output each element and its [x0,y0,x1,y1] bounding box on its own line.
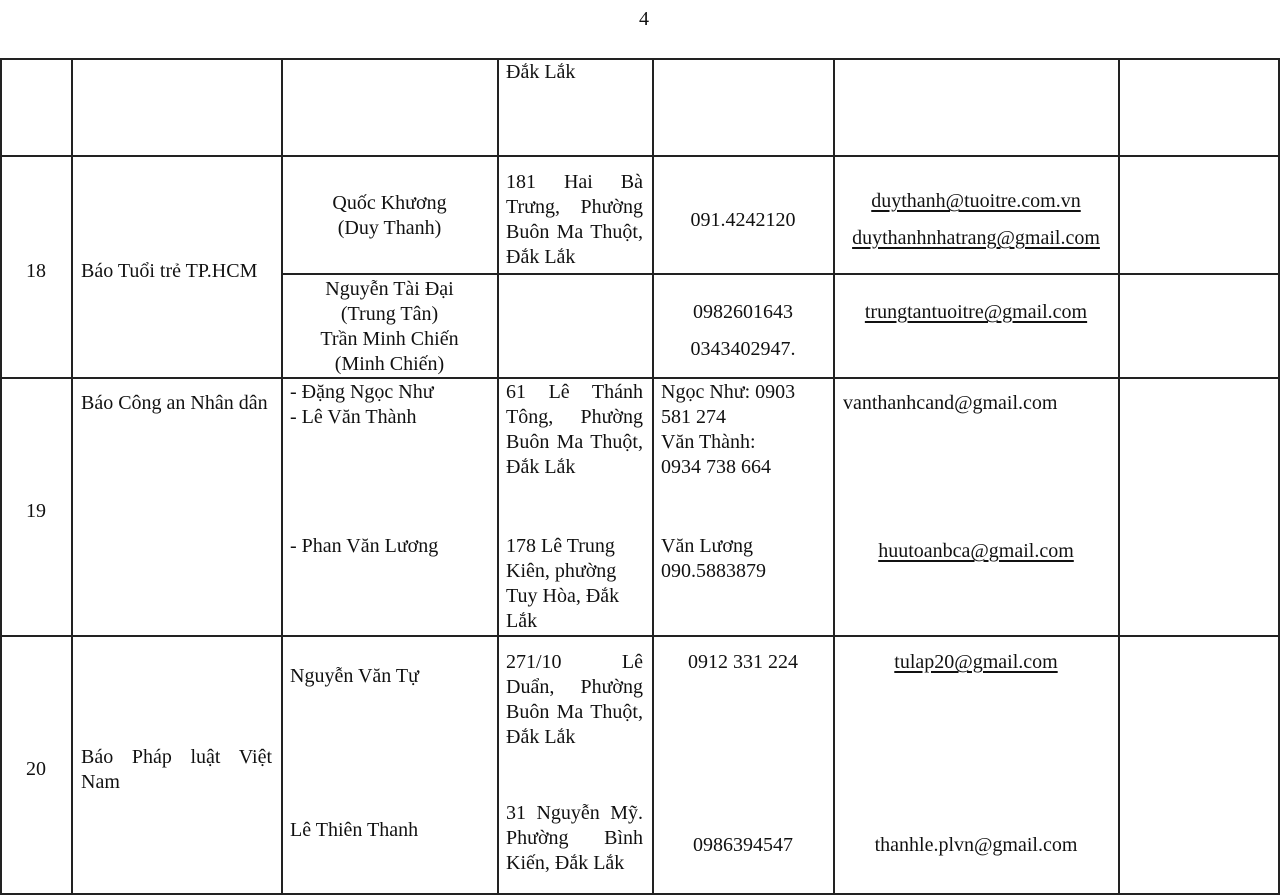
address-line: Buôn Ma Thuột, [506,221,643,243]
table-top-border [0,58,1280,60]
email-text: thanhle.plvn@gmail.com [874,834,1078,856]
col-border [497,58,499,895]
cont-address: Đắk Lắk [506,61,576,83]
reporter-alias: (Duy Thanh) [337,217,442,239]
row-divider [0,155,1280,157]
address-line: Phường Bình [506,827,643,849]
phone-line: Văn Thành: [661,431,756,453]
address-line: 61 Lê Thánh [506,381,643,403]
phone: 0912 331 224 [688,651,798,673]
reporter-name: - Phan Văn Lương [290,535,439,557]
reporter-name: - Đặng Ngọc Như [290,381,434,403]
org-cong-an: Báo Công an Nhân dân [81,392,268,414]
email-link[interactable]: duythanhnhatrang@gmail.com [852,227,1100,249]
col-border [652,58,654,895]
page-number: 4 [639,8,649,30]
table-bottom-border [0,893,1280,895]
phone-line: 090.5883879 [661,560,766,582]
phone: 0986394547 [693,834,793,856]
reporter-name: Trần Minh Chiến [320,328,459,350]
col-border [833,58,835,895]
phone-line: Ngọc Như: 0903 [661,381,796,403]
address-line: 271/10 Lê [506,651,643,673]
address-line: 31 Nguyễn Mỹ. [506,802,643,824]
sub-row-divider [281,273,1280,275]
address-line: Kiên, phường [506,560,617,582]
phone: 0343402947. [690,338,796,360]
phone-line: Văn Lương [661,535,753,557]
row-divider [0,635,1280,637]
address-line: Lắk [506,610,538,632]
phone: 091.4242120 [690,209,796,231]
email-text: vanthanhcand@gmail.com [843,392,1058,414]
phone: 0982601643 [693,301,793,323]
address-line: Buôn Ma Thuột, [506,701,643,723]
address-line: Duẩn, Phường [506,676,643,698]
reporter-alias: (Minh Chiến) [334,353,445,375]
address-line: Tông, Phường [506,406,643,428]
address-line: 178 Lê Trung [506,535,615,557]
col-border [1118,58,1120,895]
email-link[interactable]: tulap20@gmail.com [894,651,1058,673]
address-line: Buôn Ma Thuột, [506,431,643,453]
address-line: Tuy Hòa, Đắk [506,585,620,607]
reporter-name: Nguyễn Tài Đại [325,278,454,300]
email-link[interactable]: huutoanbca@gmail.com [878,540,1074,562]
row-divider [0,377,1280,379]
phone-line: 0934 738 664 [661,456,771,478]
reporter-name: Quốc Khương [332,192,447,214]
address-line: Đắk Lắk [506,456,576,478]
email-link[interactable]: trungtantuoitre@gmail.com [864,301,1088,323]
reporter-name: - Lê Văn Thành [290,406,417,428]
email-link[interactable]: duythanh@tuoitre.com.vn [871,190,1081,212]
org-phap-luat-cont: Nam [81,771,120,793]
org-phap-luat: Báo Pháp luật Việt [81,746,272,768]
address-line: 181 Hai Bà [506,171,643,193]
stt-20: 20 [26,758,46,780]
address-line: Trưng, Phường [506,196,643,218]
address-line: Kiến, Đắk Lắk [506,852,625,874]
org-tuoi-tre: Báo Tuổi trẻ TP.HCM [81,260,258,282]
reporter-name: Nguyễn Văn Tự [290,665,419,687]
stt-18: 18 [26,260,46,282]
col-border [281,58,283,895]
phone-line: 581 274 [661,406,726,428]
reporter-alias: (Trung Tân) [340,303,439,325]
reporter-name: Lê Thiên Thanh [290,819,419,841]
address-line: Đắk Lắk [506,726,576,748]
col-border [1278,58,1280,895]
address-line: Đắk Lắk [506,246,576,268]
stt-19: 19 [26,500,46,522]
